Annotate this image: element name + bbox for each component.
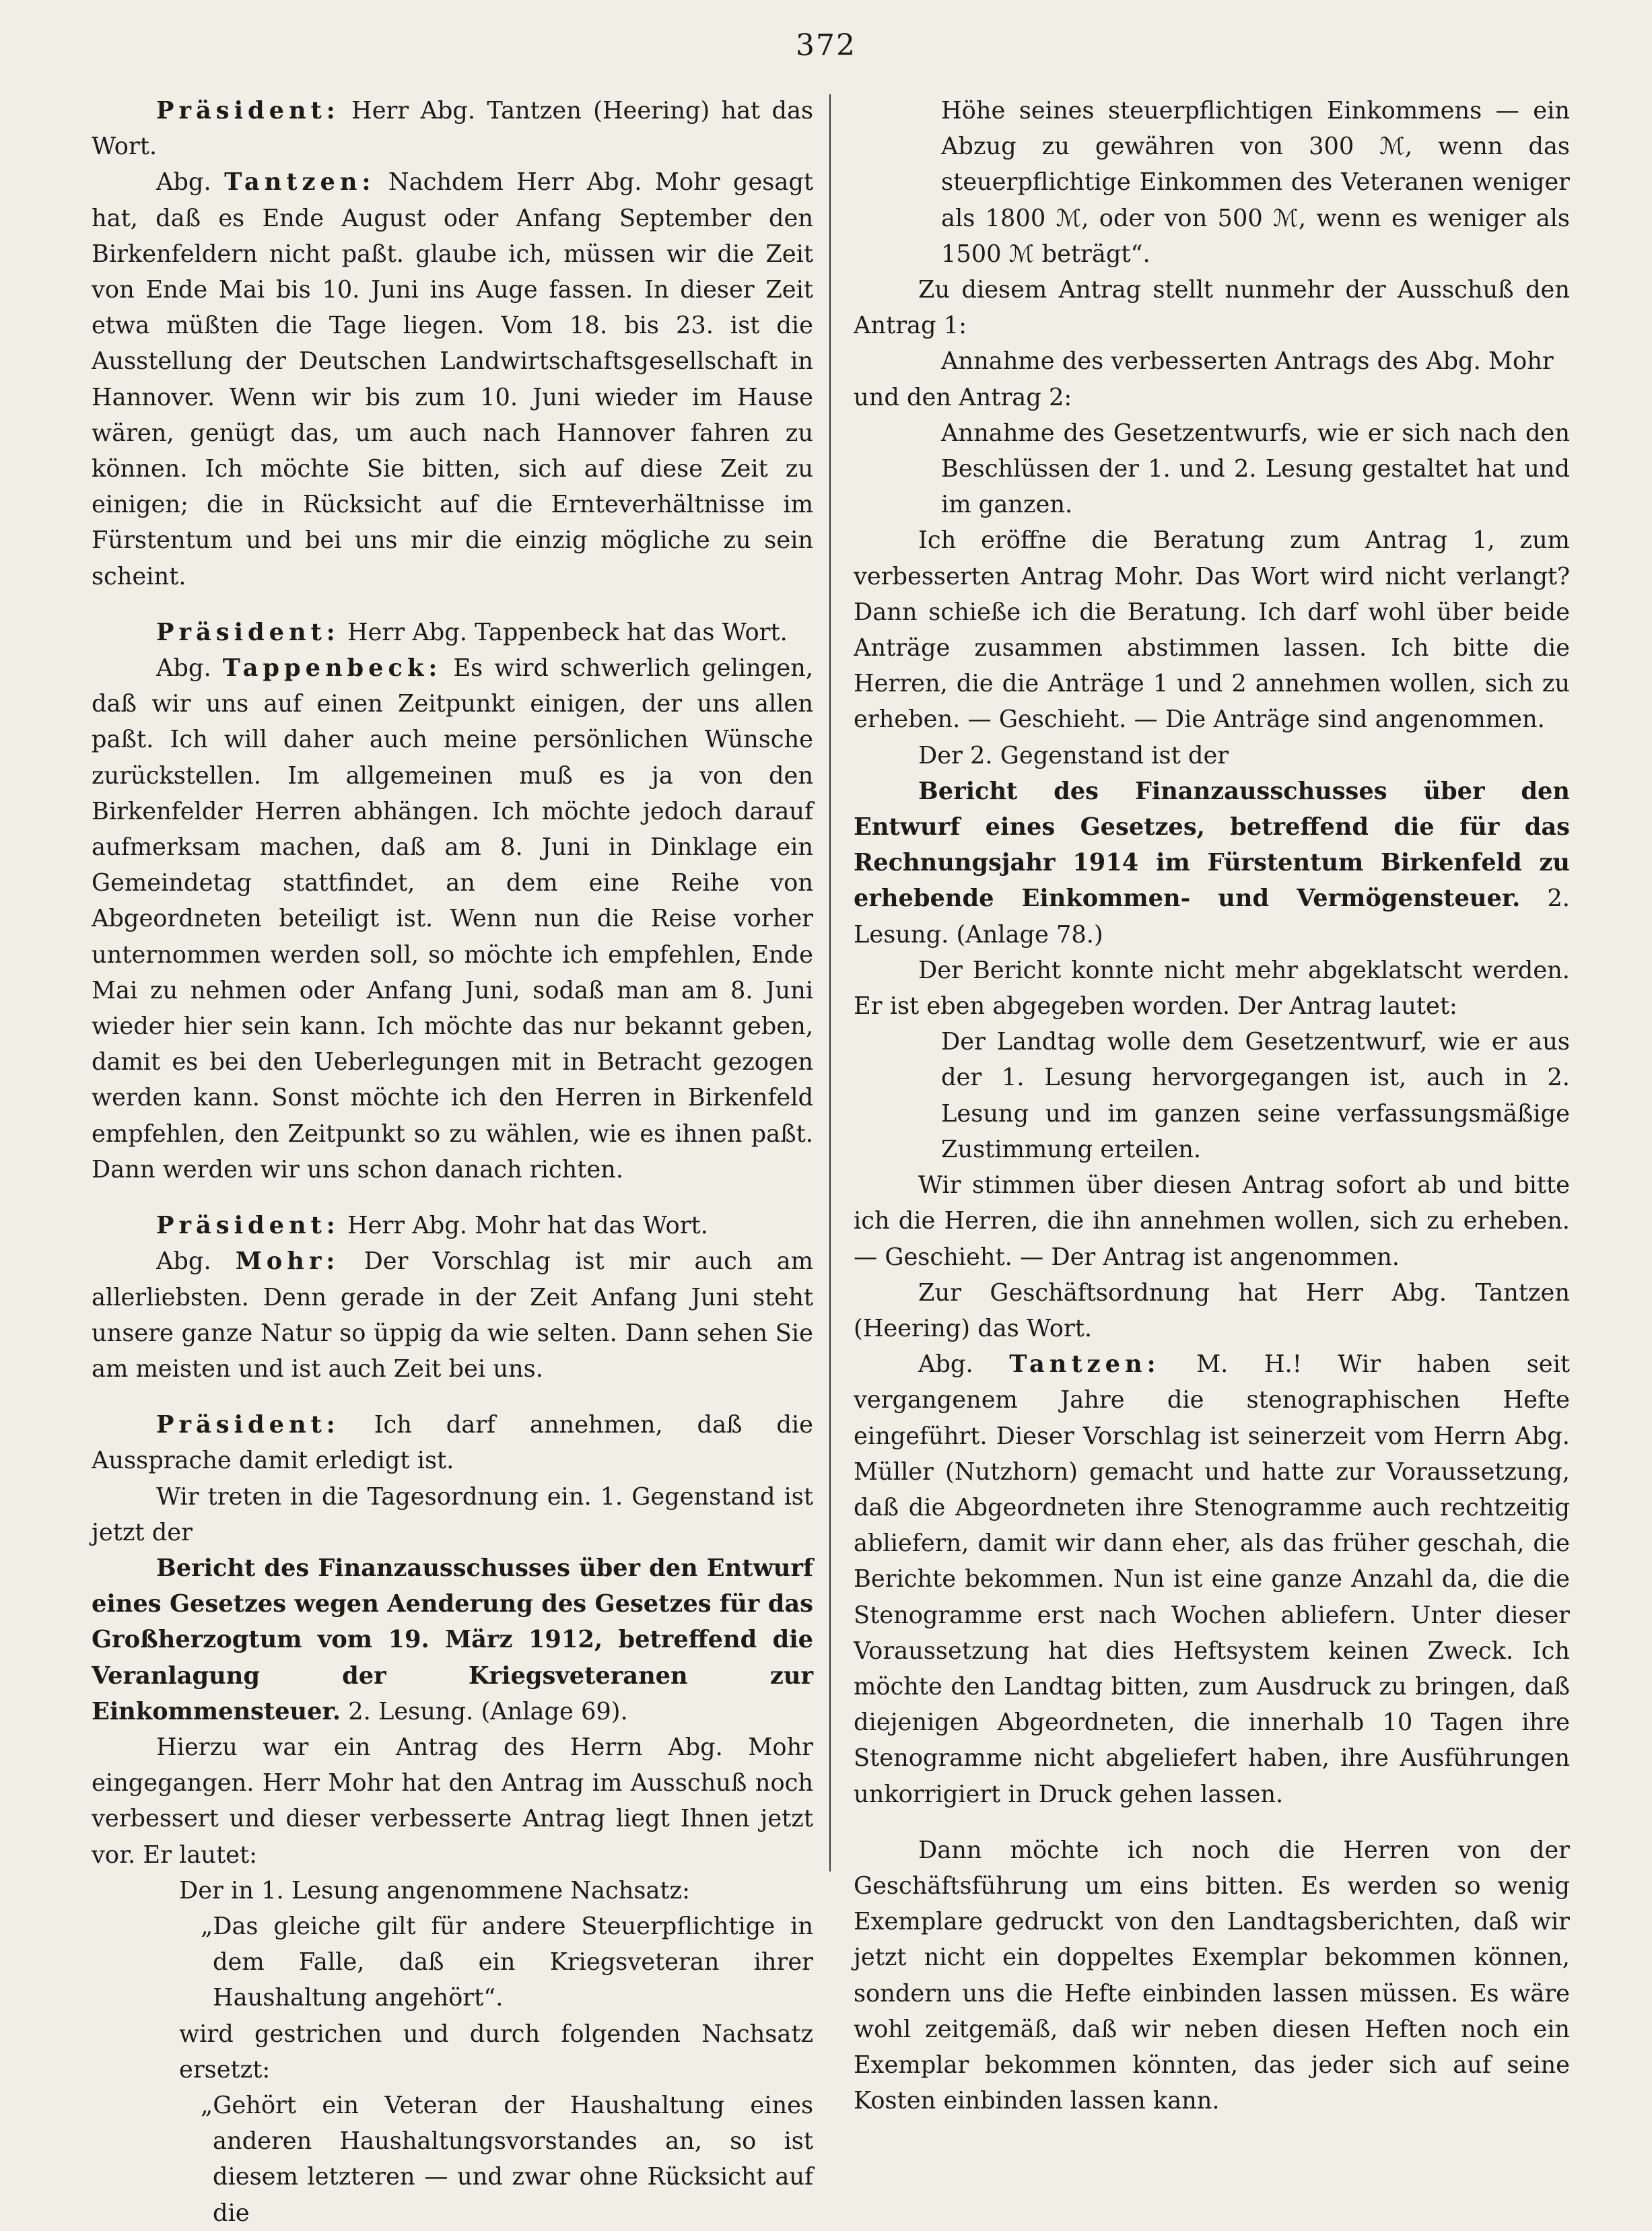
- speaker-prefix: Abg.: [918, 1350, 1010, 1379]
- paragraph: Dann möchte ich noch die Herren von der Geschäftsführung um eins bitten. Es werden so wenig Exemplare gedruckt von den Landtagsberichten, daß wir jetzt nicht ein doppeltes Exemplar bekommen können, sondern uns die Hefte einbinden lassen müssen. Es wäre wohl zeitgemäß, daß wir neben diesen Heften noch ein Exemplar bekommen könnten, das jeder sich auf seine Kosten einbinden lassen kann.: [854, 1836, 1570, 2115]
- paragraph-text: Der Vorschlag ist mir auch am allerliebsten. Denn gerade in der Zeit Anfang Juni steht unsere ganze Natur so üppig da wie selten. Dann sehen Sie am meisten und ist auch Zeit bei uns.: [92, 1247, 813, 1383]
- paragraph: Der in 1. Lesung angenommene Nachsatz:: [179, 1876, 690, 1904]
- paragraph: Der Bericht konnte nicht mehr abgeklatscht werden. Er ist eben abgegeben worden. Der Antrag lautet:: [854, 956, 1570, 1021]
- paragraph: [92, 93, 813, 164]
- speaker-label: Präsident:: [156, 97, 340, 125]
- paragraph-text: Nachdem Herr Abg. Mohr gesagt hat, daß es Ende August oder Anfang September den Birkenfeldern nicht paßt. glaube ich, müssen wir die Zeit von Ende Mai bis 10. Juni ins Auge fassen. In dieser Zeit etwa müßten die Tage liegen. Vom 18. bis 23. ist die Ausstellung der Deutschen Landwirtschaftsgesellschaft in Hannover. Wenn wir bis zum 10. Juni wieder im Hause wären, genügt das, um auch nach Hannover fahren zu können. Ich möchte Sie bitten, sich auf diese Zeit zu einigen; die in Rücksicht auf die Ernteverhältnisse im Fürstentum und bei uns mir die einzig mögliche zu sein scheint.: [92, 168, 813, 590]
- paragraph: [92, 1407, 813, 1478]
- paragraph: Zur Geschäftsordnung hat Herr Abg. Tantzen (Heering) das Wort.: [854, 1278, 1570, 1342]
- paragraph: [92, 650, 813, 1188]
- left-column: [92, 93, 813, 2231]
- agenda-item-heading: [854, 774, 1570, 953]
- quote: „Gehört ein Veteran der Haushaltung eines anderen Haushaltungsvorstandes an, so ist diesem letzteren — und zwar ohne Rücksicht auf die: [201, 2091, 813, 2227]
- paragraph-text: M. H.! Wir haben seit vergangenem Jahre die stenographischen Hefte eingeführt. Dieser Vorschlag ist seinerzeit vom Herrn Abg. Müller (Nutzhorn) gemacht und hatte zur Voraussetzung, daß die Abgeordneten ihre Stenogramme auch rechtzeitig abliefern, damit wir dann eher, als das früher geschah, die Berichte bekommen. Nun ist eine ganze Anzahl da, die die Stenogramme erst nach Wochen abliefern. Unter dieser Voraussetzung hat dies Heftsystem keinen Zweck. Ich möchte den Landtag bitten, zum Ausdruck zu bringen, daß diejenigen Abgeordneten, die innerhalb 10 Tagen ihre Stenogramme nicht abgeliefert haben, ihre Ausführungen unkorrigiert in Druck gehen lassen.: [854, 1350, 1571, 1808]
- paragraph: wird gestrichen und durch folgenden Nachsatz ersetzt:: [179, 2020, 813, 2084]
- speaker-prefix: Abg.: [156, 654, 223, 683]
- paragraph: Wir stimmen über diesen Antrag sofort ab und bitte ich die Herren, die ihn annehmen wollen, sich zu erheben. — Geschieht. — Der Antrag ist angenommen.: [854, 1171, 1570, 1271]
- agenda-heading-tail: 2. Lesung. (Anlage 69).: [341, 1697, 628, 1725]
- paragraph: Zu diesem Antrag stellt nunmehr der Ausschuß den Antrag 1:: [854, 276, 1570, 340]
- paragraph: [92, 1243, 813, 1387]
- page-number: 372: [796, 28, 856, 63]
- quote: „Das gleiche gilt für andere Steuerpflichtige in dem Falle, daß ein Kriegsveteran ihrer Haushaltung angehört“.: [201, 1912, 813, 2012]
- right-column: [854, 93, 1570, 2119]
- paragraph-text: Ich darf annehmen, daß die Aussprache damit erledigt ist.: [92, 1411, 813, 1475]
- paragraph-text: Herr Abg. Tantzen (Heering) hat das Wort.: [92, 97, 813, 161]
- paragraph: [92, 164, 813, 594]
- speaker-label: Präsident:: [156, 618, 340, 646]
- paragraph-text: Herr Abg. Tappenbeck hat das Wort.: [339, 618, 788, 646]
- speaker-label: Mohr:: [235, 1247, 340, 1276]
- paragraph: [92, 1208, 813, 1243]
- motion-1: Annahme des verbesserten Antrags des Abg. Mohr: [941, 347, 1554, 376]
- speaker-prefix: Abg.: [156, 1247, 236, 1276]
- agenda-heading-tail: 2. Lesung. (Anlage 78.): [854, 885, 1570, 949]
- speaker-label: Präsident:: [156, 1212, 340, 1240]
- motion-2: Annahme des Gesetzentwurfs, wie er sich nach den Beschlüssen der 1. und 2. Lesung gestaltet hat und im ganzen.: [941, 419, 1570, 519]
- motion-text: Der Landtag wolle dem Gesetzentwurf, wie er aus der 1. Lesung hervorgegangen ist, auch in 2. Lesung und im ganzen seine verfassungsmäßige Zustimmung erteilen.: [941, 1028, 1570, 1163]
- quote-continuation: Höhe seines steuerpflichtigen Einkommens — ein Abzug zu gewähren von 300 ℳ, wenn das steuerpflichtige Einkommen des Veteranen weniger als 1800 ℳ, oder von 500 ℳ, wenn es weniger als 1500 ℳ beträgt“.: [941, 97, 1570, 268]
- agenda-item-heading: [92, 1550, 813, 1729]
- column-divider: [829, 94, 831, 1872]
- speaker-prefix: Abg.: [156, 168, 225, 197]
- speaker-label: Tappenbeck:: [222, 654, 442, 683]
- speaker-label: Tantzen:: [1009, 1350, 1161, 1379]
- speaker-label: Präsident:: [156, 1411, 340, 1439]
- paragraph: Wir treten in die Tagesordnung ein. 1. Gegenstand ist jetzt der: [92, 1482, 813, 1546]
- paragraph: Der 2. Gegenstand ist der: [918, 741, 1229, 769]
- paragraph: [92, 615, 813, 650]
- paragraph-text: Es wird schwerlich gelingen, daß wir uns auf einen Zeitpunkt einigen, der uns allen paßt. Ich will daher auch meine persönlichen Wünsche zurückstellen. Im allgemeinen muß es ja von den Birkenfelder Herren abhängen. Ich möchte jedoch darauf aufmerksam machen, daß am 8. Juni in Dinklage ein Gemeindetag stattfindet, an dem eine Reihe von Abgeordneten beteiligt ist. Wenn nun die Reise vorher unternommen werden soll, so möchte ich empfehlen, Ende Mai zu nehmen oder Anfang Juni, sodaß man am 8. Juni wieder hier sein kann. Ich möchte das nur bekannt geben, damit es bei den Ueberlegungen mit in Betracht gezogen werden kann. Sonst möchte ich den Herren in Birkenfeld empfehlen, den Zeitpunkt so zu wählen, wie es ihnen paßt. Dann werden wir uns schon danach richten.: [92, 654, 813, 1183]
- paragraph: Hierzu war ein Antrag des Herrn Abg. Mohr eingegangen. Herr Mohr hat den Antrag im Ausschuß noch verbessert und dieser verbesserte Antrag liegt Ihnen jetzt vor. Er lautet:: [92, 1733, 813, 1869]
- paragraph: [854, 1346, 1570, 1812]
- agenda-heading-text: Bericht des Finanzausschusses über den Entwurf eines Gesetzes wegen Aenderung des Gesetzes für das Großherzogtum vom 19. März 1912, betreffend die Veranlagung der Kriegsveteranen zur Einkommensteuer.: [92, 1554, 813, 1725]
- speaker-label: Tantzen:: [224, 168, 376, 197]
- paragraph-text: Herr Abg. Mohr hat das Wort.: [339, 1212, 708, 1240]
- paragraph: Ich eröffne die Beratung zum Antrag 1, zum verbesserten Antrag Mohr. Das Wort wird nicht verlangt? Dann schieße ich die Beratung. Ich darf wohl über beide Anträge zusammen abstimmen lassen. Ich bitte die Herren, die die Anträge 1 und 2 annehmen wollen, sich zu erheben. — Geschieht. — Die Anträge sind angenommen.: [854, 526, 1570, 734]
- agenda-heading-text: Bericht des Finanzausschusses über den Entwurf eines Gesetzes, betreffend die für das Rechnungsjahr 1914 im Fürstentum Birkenfeld zu erhebende Einkommen- und Vermögensteuer.: [854, 777, 1570, 913]
- paragraph: und den Antrag 2:: [854, 383, 1072, 411]
